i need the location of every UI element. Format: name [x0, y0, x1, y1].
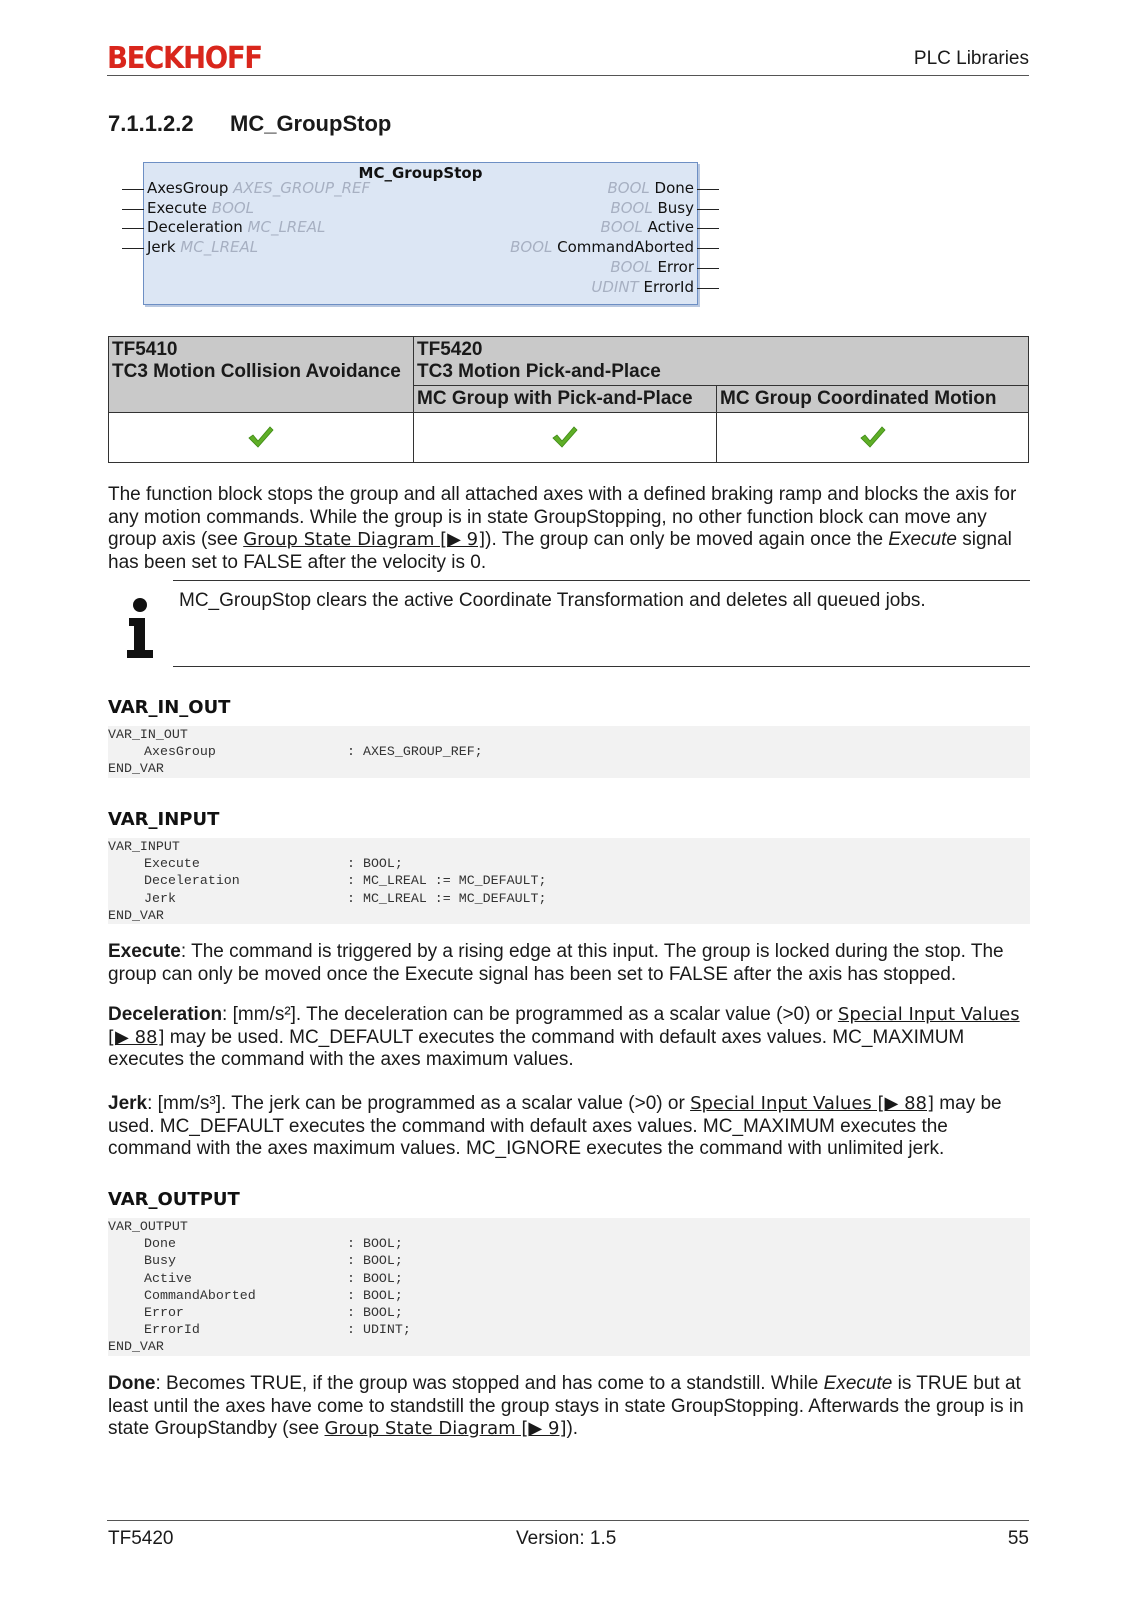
term: Execute: [108, 941, 181, 962]
text: ).: [566, 1418, 579, 1439]
footer-divider: [107, 1520, 1029, 1521]
fb-output-pin: [697, 228, 719, 229]
product-code: TF5410: [112, 339, 178, 360]
term: Done: [108, 1373, 156, 1394]
var-in-out-heading: VAR_IN_OUT: [108, 697, 231, 718]
checkmark-icon: [247, 425, 275, 449]
fb-output-pin: [697, 209, 719, 210]
deceleration-description: [108, 1004, 1030, 1072]
code-line: [108, 743, 1030, 760]
intro-paragraph: [108, 484, 1030, 574]
note-text: MC_GroupStop clears the active Coordinate Transformation and deletes all queued jobs.: [179, 590, 926, 611]
special-input-values-link[interactable]: Special Input Values [▶ 88]: [690, 1093, 935, 1114]
fb-output-pin: [697, 268, 719, 269]
emphasis: Execute: [888, 529, 957, 550]
fb-output-type: BOOL: [600, 218, 643, 236]
text: : Becomes TRUE, if the group was stopped and has come to a standstill. While: [155, 1373, 824, 1394]
jerk-description: [108, 1093, 1030, 1161]
checkmark-icon: [859, 425, 887, 449]
fb-output-error: [610, 258, 694, 276]
fb-output-pin: [697, 189, 719, 190]
var-type: : MC_LREAL := MC_DEFAULT;: [347, 873, 547, 889]
fb-title: MC_GroupStop: [358, 164, 483, 182]
var-name: ErrorId: [144, 1322, 200, 1338]
var-type: : BOOL;: [347, 1287, 403, 1303]
product-code: TF5420: [417, 339, 483, 360]
code-line: [108, 1235, 1030, 1252]
fb-output-type: BOOL: [610, 258, 653, 276]
text: : [mm/s²]. The deceleration can be programmed as a scalar value (>0) or: [222, 1004, 838, 1025]
group-state-diagram-link[interactable]: Group State Diagram [▶ 9]: [324, 1418, 567, 1439]
code-line: [108, 872, 1030, 889]
fb-output-type: BOOL: [510, 238, 553, 256]
header-divider: [107, 75, 1029, 76]
var-name: Active: [144, 1270, 192, 1286]
code-line: END_VAR: [108, 761, 164, 777]
table-subheader-pick-and-place: MC Group with Pick-and-Place: [414, 386, 717, 413]
fb-input-name: Jerk: [147, 238, 176, 256]
fb-input-axesgroup: [147, 179, 370, 197]
fb-output-name: Active: [647, 218, 694, 236]
fb-output-errorid: [591, 278, 694, 296]
var-input-heading: VAR_INPUT: [108, 809, 220, 830]
var-type: : BOOL;: [347, 856, 403, 872]
special-input-values-link[interactable]: Special Input Values [▶ 88]: [108, 1004, 1020, 1048]
code-line: [108, 1287, 1030, 1304]
var-name: Done: [144, 1236, 176, 1252]
code-line: END_VAR: [108, 907, 164, 923]
fb-output-name: CommandAborted: [557, 238, 694, 256]
var-type: : BOOL;: [347, 1270, 403, 1286]
section-heading: [108, 111, 391, 137]
fb-output-type: BOOL: [607, 179, 650, 197]
code-line: [108, 1321, 1030, 1338]
fb-input-type: MC_LREAL: [247, 218, 326, 236]
var-type: : BOOL;: [347, 1253, 403, 1269]
document-category: PLC Libraries: [913, 48, 1029, 69]
fb-input-pin: [122, 248, 144, 249]
var-type: : AXES_GROUP_REF;: [347, 744, 483, 760]
text: : The command is triggered by a rising edge at this input. The group is locked during the stop. The group can only be moved once the Execute signal has been set to FALSE after the axis has stopped.: [108, 941, 1004, 985]
table-subheader-coordinated-motion: MC Group Coordinated Motion: [717, 386, 1029, 413]
var-name: CommandAborted: [144, 1287, 256, 1303]
note-top-rule: [173, 580, 1030, 581]
code-line: [108, 855, 1030, 872]
code-line: VAR_IN_OUT: [108, 727, 188, 742]
var-name: Execute: [144, 856, 200, 872]
product-name: TC3 Motion Collision Avoidance: [112, 361, 401, 382]
text: may be used. MC_DEFAULT executes the command with default axes values. MC_MAXIMUM executes the command with the axes maximum values. MC_IGNORE executes the command with unlimited jerk.: [108, 1093, 1002, 1159]
fb-input-jerk: [147, 238, 258, 256]
table-cell: [414, 413, 717, 463]
done-description: [108, 1373, 1030, 1441]
code-line: [108, 890, 1030, 907]
fb-input-type: AXES_GROUP_REF: [233, 179, 371, 197]
product-name: TC3 Motion Pick-and-Place: [417, 361, 661, 382]
fb-output-type: UDINT: [591, 278, 639, 296]
var-type: : BOOL;: [347, 1305, 403, 1321]
fb-output-name: Error: [657, 258, 694, 276]
table-header-tf5410: [109, 337, 414, 413]
fb-input-type: BOOL: [211, 199, 255, 217]
brand-logo: BECKHOFF: [107, 41, 262, 76]
fb-output-name: Busy: [657, 199, 694, 217]
var-name: Jerk: [144, 890, 176, 906]
var-name: Error: [144, 1305, 184, 1321]
code-line: VAR_INPUT: [108, 839, 180, 854]
fb-output-active: [601, 218, 694, 236]
footer-product: TF5420: [108, 1528, 174, 1549]
table-header-tf5420: [414, 337, 1029, 386]
info-icon: [125, 598, 155, 658]
table-cell: [717, 413, 1029, 463]
footer-version: Version: 1.5: [516, 1528, 617, 1549]
code-line: VAR_OUTPUT: [108, 1219, 188, 1234]
fb-input-name: Execute: [147, 199, 207, 217]
fb-input-pin: [122, 228, 144, 229]
term: Deceleration: [108, 1004, 223, 1025]
text: : [mm/s³]. The jerk can be programmed as a scalar value (>0) or: [147, 1093, 691, 1114]
text: signal has been set to FALSE after the velocity is 0.: [108, 529, 1012, 573]
text: ). The group can only be moved again once the: [485, 529, 889, 550]
var-input-code: [108, 838, 1030, 924]
var-type: : BOOL;: [347, 1236, 403, 1252]
fb-output-busy: [610, 199, 694, 217]
fb-input-name: Deceleration: [147, 218, 243, 236]
function-block-diagram: [143, 162, 698, 305]
var-name: Deceleration: [144, 873, 240, 889]
section-title: MC_GroupStop: [230, 111, 392, 136]
table-cell: [109, 413, 414, 463]
fb-output-pin: [697, 288, 719, 289]
emphasis: Execute: [823, 1373, 893, 1394]
fb-output-commandaborted: [510, 238, 694, 256]
var-type: : UDINT;: [347, 1322, 411, 1338]
checkmark-icon: [551, 425, 579, 449]
text: The function block stops the group and all attached axes with a defined braking ramp and blocks the axis for any motion commands. While the group is in state GroupStopping, no other function block can move any group axis (see: [108, 484, 1017, 550]
compatibility-table: [108, 336, 1029, 463]
code-line: [108, 1252, 1030, 1269]
fb-output-pin: [697, 248, 719, 249]
fb-input-name: AxesGroup: [147, 179, 229, 197]
fb-output-done: [607, 179, 694, 197]
note-bottom-rule: [173, 666, 1030, 667]
text: is TRUE but at least until the axes have come to standstill the group stays in state GroupStopping. Afterwards the group is in state GroupStandby (see: [108, 1373, 1024, 1439]
page-number: 55: [1007, 1528, 1029, 1549]
code-line: [108, 1304, 1030, 1321]
var-in-out-code: [108, 726, 1030, 778]
text: may be used. MC_DEFAULT executes the command with default axes values. MC_MAXIMUM executes the command with the axes maximum values.: [108, 1026, 965, 1070]
fb-input-pin: [122, 189, 144, 190]
var-type: : MC_LREAL := MC_DEFAULT;: [347, 890, 547, 906]
var-output-code: [108, 1218, 1030, 1356]
fb-input-execute: [147, 199, 254, 217]
fb-input-deceleration: [147, 218, 325, 236]
fb-input-pin: [122, 209, 144, 210]
code-line: END_VAR: [108, 1339, 164, 1355]
var-name: Busy: [144, 1253, 176, 1269]
var-name: AxesGroup: [144, 744, 216, 760]
group-state-diagram-link[interactable]: Group State Diagram [▶ 9]: [243, 529, 486, 550]
execute-description: [108, 941, 1030, 986]
fb-output-type: BOOL: [610, 199, 653, 217]
var-output-heading: VAR_OUTPUT: [108, 1189, 240, 1210]
code-line: [108, 1270, 1030, 1287]
section-number: 7.1.1.2.2: [108, 111, 194, 136]
term: Jerk: [108, 1093, 148, 1114]
fb-output-name: Done: [654, 179, 694, 197]
fb-input-type: MC_LREAL: [180, 238, 259, 256]
fb-output-name: ErrorId: [643, 278, 694, 296]
